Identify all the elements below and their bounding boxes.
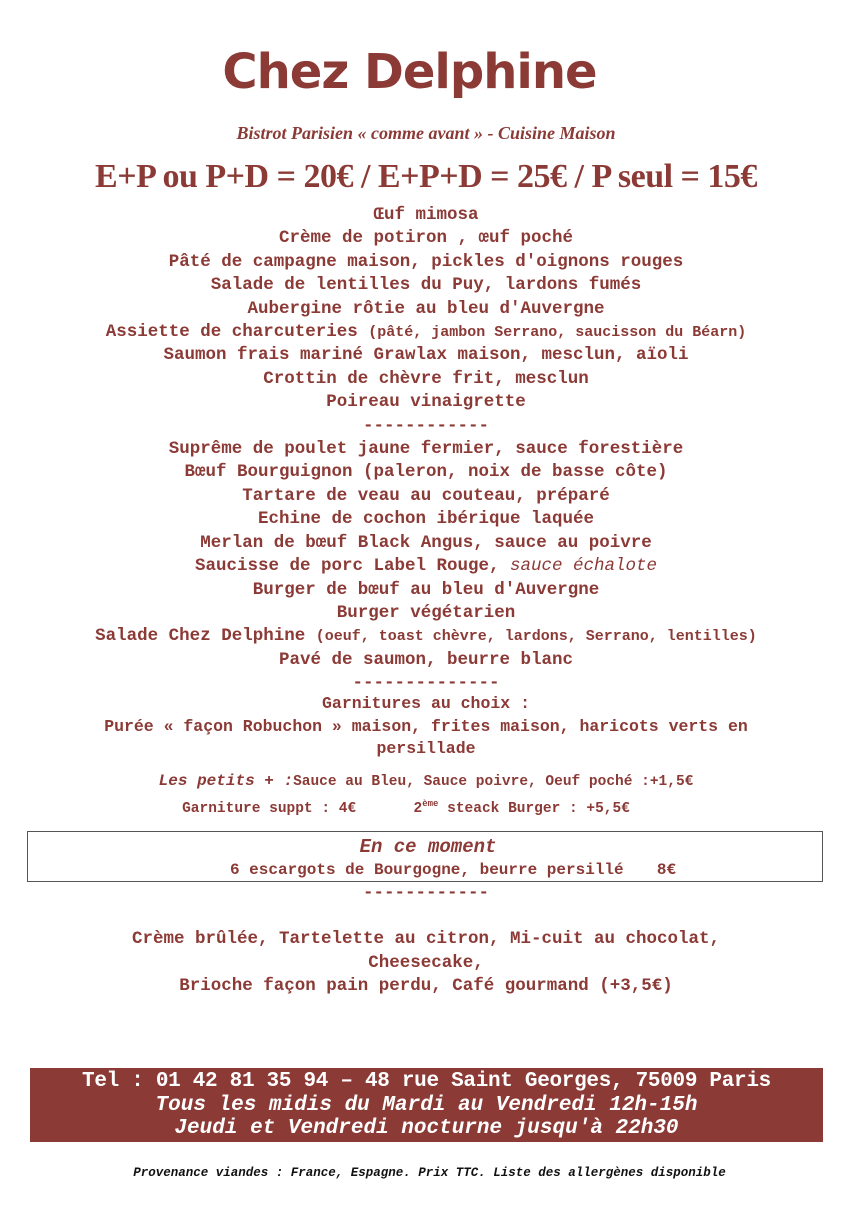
list-item: Burger de bœuf au bleu d'Auvergne — [252, 579, 600, 600]
list-item: Poireau vinaigrette — [326, 392, 526, 413]
extras-line — [0, 770, 852, 793]
charcuterie-name: Assiette de charcuteries — [105, 322, 358, 343]
entrees-list — [0, 204, 852, 696]
list-item: Bœuf Bourguignon (paleron, noix de basse côte) — [184, 462, 668, 483]
separator: ------------ — [362, 415, 490, 436]
extras-line — [0, 793, 812, 820]
list-item: Merlan de bœuf Black Angus, sauce au poivre — [200, 532, 652, 553]
list-item: Saumon frais mariné Grawlax maison, mesclun, aïoli — [163, 345, 689, 366]
extras-sauces: Sauce au Bleu, Sauce poivre, Oeuf poché :+1,5€ — [293, 774, 694, 790]
extras-garniture: Garniture suppt : 4€ — [182, 800, 357, 817]
saucisse-name: Saucisse de porc Label Rouge, — [194, 556, 500, 577]
garnitures-block — [0, 693, 852, 761]
list-item: Tartare de veau au couteau, préparé — [242, 485, 610, 506]
special-title: En ce moment — [359, 836, 497, 858]
list-item: Œuf mimosa — [373, 205, 479, 225]
list-item: Pâté de campagne maison, pickles d'oignons rouges — [168, 251, 684, 272]
garnitures-title: Garnitures au choix : — [322, 694, 530, 713]
list-item: Brioche façon pain perdu, Café gourmand (+3,5€) — [179, 976, 673, 997]
list-item: Pavé de saumon, beurre blanc — [278, 649, 574, 670]
list-item — [0, 625, 852, 648]
list-item: Cheesecake, — [368, 952, 484, 973]
restaurant-subtitle: Bistrot Parisien « comme avant » - Cuisine Maison — [236, 123, 616, 143]
salade-detail: (oeuf, toast chèvre, lardons, Serrano, lentilles) — [315, 628, 757, 646]
list-item — [0, 321, 852, 344]
opening-hours-night: Jeudi et Vendredi nocturne jusqu'à 22h30 — [174, 1117, 679, 1140]
special-item-name: 6 escargots de Bourgogne, beurre persillé — [229, 861, 624, 879]
special-item-price: 8€ — [656, 861, 677, 879]
separator: ------------ — [362, 883, 490, 903]
extras-block — [0, 770, 852, 820]
extras-second-burger: 2ème steack Burger : +5,5€ — [413, 799, 630, 817]
special-item — [28, 861, 859, 879]
garnitures-line: Purée « façon Robuchon » maison, frites maison, haricots verts en — [104, 716, 748, 736]
salade-name: Salade Chez Delphine — [95, 626, 306, 647]
garnitures-line: persillade — [376, 739, 476, 758]
opening-hours-lunch: Tous les midis du Mardi au Vendredi 12h-15h — [155, 1093, 698, 1117]
list-item — [0, 555, 852, 578]
special-box — [27, 831, 823, 882]
contact-band — [30, 1068, 823, 1142]
separator: -------------- — [352, 673, 500, 694]
saucisse-sauce: sauce échalote — [510, 556, 658, 577]
list-item: Suprême de poulet jaune fermier, sauce forestière — [168, 439, 684, 460]
list-item: Salade de lentilles du Puy, lardons fumés — [210, 275, 642, 296]
list-item: Burger végétarien — [336, 602, 516, 623]
charcuterie-detail: (pâté, jambon Serrano, saucisson du Béarn) — [368, 324, 747, 342]
extras-label: Les petits + : — [158, 772, 294, 790]
restaurant-title: Chez Delphine — [222, 44, 597, 100]
list-item: Echine de cochon ibérique laquée — [257, 509, 595, 530]
desserts-list — [0, 882, 852, 999]
list-item: Crème brûlée, Tartelette au citron, Mi-cuit au chocolat, — [131, 929, 721, 950]
list-item: Crottin de chèvre frit, mesclun — [263, 368, 589, 389]
contact-phone-address: Tel : 01 42 81 35 94 – 48 rue Saint Georges, 75009 Paris — [82, 1070, 771, 1093]
provenance-note: Provenance viandes : France, Espagne. Prix TTC. Liste des allergènes disponible — [133, 1166, 726, 1180]
list-item: Crème de potiron , œuf poché — [278, 228, 574, 249]
price-formulas: E+P ou P+D = 20€ / E+P+D = 25€ / P seul = 15€ — [95, 158, 757, 195]
list-item: Aubergine rôtie au bleu d'Auvergne — [247, 298, 605, 319]
